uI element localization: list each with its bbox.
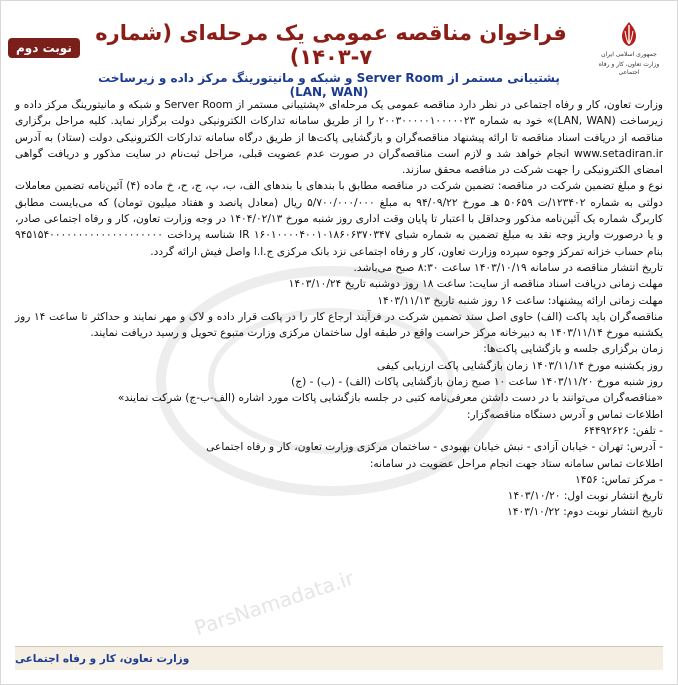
contact-heading: اطلاعات تماس و آدرس دستگاه مناقصه‌گزار: xyxy=(466,408,663,421)
contact-phone: - تلفن: ۶۴۴۹۲۶۲۶ xyxy=(583,424,663,437)
ministry-logo xyxy=(593,19,665,77)
guarantee-paragraph: نوع و مبلغ تضمین شرکت در مناقصه: تضمین شرکت در مناقصه مطابق با بندهای با بندهای الف، ب، پ، ج، ح، خ ماده (۴) آئین‌نامه تضمین معاملات دولتی به شماره ۱۲۳۴۰۲/ت ۵۰۶۵۹ هـ مورخ ۹۴/۰۹/۲۲ به مبلغ ۵/۷۰۰/۰۰۰/۰۰۰ ریال (معادل پانصد و هفتاد میلیون تومان) که می‌بایست مطابق کاربرگ شماره یک آئین‌نامه مذکور وحداقل با اعتبار تا پایان وقت اداری روز شنبه مورخ ۱۴۰۴/۰۲/۱۳ در وجه وزارت تعاون، کار و رفاه اجتماعی صادر، و یا درصورت واریز وجه نقد به مبلغ تضمین به شماره شبای IR ۱۶۰۱۰۰۰۰۴۰۰۱۰۱۸۶۰۶۳۷۰۳۴۷ شناسه پرداخت ۹۴۵۱۵۴۰۰۰۰۰۰۰۰۰۰۰۰۰۰۰۰۰۰۰۰ بنام حساب خزانه تمرکز وجوه سپرده وزارت تعاون، کار و رفاه اجتماعی نزد بانک مرکزی ج.ا.ا واصل فیش ارائه گردد. xyxy=(15,180,663,258)
logo-caption-line-2: وزارت تعاون، کار و رفاه اجتماعی xyxy=(598,61,660,76)
opening-session-line-2: روز شنبه مورخ ۱۴۰۳/۱۱/۲۰ ساعت ۱۰ صبح زمان بازگشایی پاکات (الف) - (ب) - (ج) xyxy=(291,376,663,389)
setad-call-center: - مرکز تماس: ۱۴۵۶ xyxy=(575,473,663,486)
publish-date-line: تاریخ انتشار مناقصه در سامانه ۱۴۰۳/۱۰/۱۹ ساعت ۸:۳۰ صبح می‌باشد. xyxy=(353,261,663,274)
page-title: فراخوان مناقصه عمومی یک مرحله‌ای (شماره ۷-۱۴۰۳) xyxy=(95,21,567,69)
notice-body xyxy=(15,97,663,521)
watermark-text: ParsNamadata.ir xyxy=(191,565,357,641)
second-publication-date: تاریخ انتشار نوبت دوم: ۱۴۰۳/۱۰/۲۲ xyxy=(507,506,663,519)
setad-contact-heading: اطلاعات تماس سامانه ستاد جهت انجام مراحل عضویت در سامانه: xyxy=(369,457,663,470)
opening-session-heading: زمان برگزاری جلسه و بازگشایی پاکت‌ها: xyxy=(483,343,663,356)
footer-bar xyxy=(15,646,663,670)
logo-caption-line-1: جمهوری اسلامی ایران xyxy=(601,51,657,58)
page-subtitle: پشتیبانی مستمر از Server Room و شبکه و مانیتورینگ مرکز داده و زیرساخت (LAN, WAN) xyxy=(98,71,560,99)
first-publication-date: تاریخ انتشار نوبت اول: ۱۴۰۳/۱۰/۲۰ xyxy=(507,490,663,503)
footer-organization: وزارت تعاون، کار و رفاه اجتماعی xyxy=(15,652,190,665)
proposal-deadline-line: مهلت زمانی ارائه پیشنهاد: ساعت ۱۶ روز شنبه تاریخ ۱۴۰۳/۱۱/۱۳ xyxy=(377,294,663,307)
intro-paragraph: وزارت تعاون، کار و رفاه اجتماعی در نظر دارد مناقصه عمومی یک مرحله‌ای «پشتیبانی مستمر از Server Room و شبکه و مانیتورینگ مرکز داده و زیرساخت (LAN, WAN)» خود به شماره ۲۰۰۳۰۰۰۰۰۱۰۰۰۰۰۲۳ را از طریق سامانه تدارکات الکترونیکی دولت برگزار نماید. کلیه مراحل برگزاری مناقصه از دریافت اسناد مناقصه تا ارائه پیشنهاد مناقصه‌گران و بازگشایی پاکت‌ها از طریق درگاه سامانه تدارکات الکترونیکی دولت (ستاد) به آدرس www.setadiran.ir انجام خواهد شد و لازم است مناقصه‌گران در صورت عدم عضویت قبلی، مراحل ثبت‌نام در سایت مذکور و دریافت گواهی امضای الکترونیکی را جهت شرکت در مناقصه محقق سازند. xyxy=(15,99,663,177)
envelope-delivery-paragraph: مناقصه‌گران باید پاکت (الف) حاوی اصل سند تضمین شرکت در فرآیند ارجاع کار را در پاکت قرار داده و لاک و مهر نمایند و حداکثر تا ساعت ۱۴ روز یکشنبه مورخ ۱۴۰۳/۱۱/۱۴ به دبیرخانه مرکز حراست واقع در طبقه اول ساختمان مرکزی وزارت متبوع تحویل و رسید دریافت نمایند. xyxy=(15,310,664,340)
second-publication-badge: نوبت دوم xyxy=(8,38,80,58)
opening-session-line-1: روز یکشنبه مورخ ۱۴۰۳/۱۱/۱۴ زمان بازگشایی پاکت ارزیابی کیفی xyxy=(376,359,663,372)
contact-address: - آدرس: تهران - خیابان آزادی - نبش خیابان بهبودی - ساختمان مرکزی وزارت تعاون، کار و رفاه اجتماعی xyxy=(206,441,663,454)
documents-deadline-line: مهلت زمانی دریافت اسناد مناقصه از سایت: ساعت ۱۸ روز دوشنبه تاریخ ۱۴۰۳/۱۰/۲۴ xyxy=(288,278,663,291)
iran-emblem-icon xyxy=(614,19,644,49)
attendance-note: «مناقصه‌گران می‌توانند با در دست داشتن معرفی‌نامه کتبی در جلسه بازگشایی پاکات مورد اشاره (الف-ب-ج) شرکت نمایند» xyxy=(117,392,663,405)
